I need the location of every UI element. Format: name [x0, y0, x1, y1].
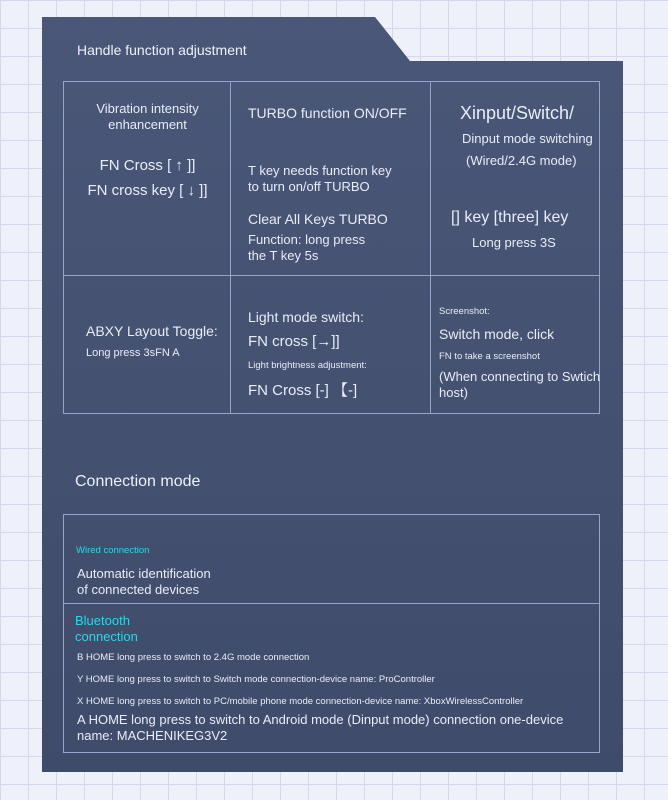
mode-key-combo: [] key [three] key	[451, 209, 569, 226]
bluetooth-connection-label: Bluetooth connection	[75, 613, 138, 644]
light-brightness-label: Light brightness adjustment:	[248, 360, 367, 371]
wired-connection-description: Automatic identification of connected devices	[77, 566, 211, 597]
screenshot-label: Screenshot:	[439, 306, 490, 317]
turbo-clear-all: Clear All Keys TURBO	[248, 211, 388, 227]
grid-divider	[230, 82, 231, 413]
mode-note: (Wired/2.4G mode)	[466, 153, 577, 168]
light-fn-cross-minus: FN Cross [-] 【-]	[248, 382, 358, 399]
mode-subheading: Dinput mode switching	[462, 131, 593, 146]
panel-title: Handle function adjustment	[77, 42, 247, 58]
bluetooth-a-home-line: A HOME long press to switch to Android mode (Dinput mode) connection one-device name: MACHENIKEG3V2	[77, 712, 564, 743]
abxy-heading: ABXY Layout Toggle:	[86, 323, 218, 339]
vibration-fn-cross-up: FN Cross [ ↑ ]]	[99, 157, 196, 174]
connection-divider	[64, 603, 599, 604]
turbo-function-note: Function: long press the T key 5s	[248, 232, 366, 263]
grid-divider	[430, 82, 431, 413]
abxy-subtext: Long press 3sFN A	[86, 347, 180, 359]
screenshot-fn-note: FN to take a screenshot	[439, 351, 540, 362]
turbo-description: T key needs function key to turn on/off TURBO	[248, 163, 392, 194]
bluetooth-b-home-line: B HOME long press to switch to 2.4G mode connection	[77, 652, 310, 663]
mode-heading: Xinput/Switch/	[460, 103, 575, 123]
vibration-fn-cross-down: FN cross key [ ↓ ]]	[87, 182, 208, 199]
bluetooth-y-home-line: Y HOME long press to switch to Switch mode connection-device name: ProController	[77, 674, 435, 685]
bluetooth-x-home-line: X HOME long press to switch to PC/mobile phone mode connection-device name: XboxWirelessController	[77, 696, 524, 707]
light-heading: Light mode switch:	[248, 309, 364, 325]
vibration-heading: Vibration intensity enhancement	[96, 101, 199, 132]
grid-divider	[64, 275, 599, 276]
screenshot-switch-mode: Switch mode, click	[439, 326, 555, 342]
wired-connection-label: Wired connection	[76, 545, 150, 556]
screenshot-host-note: (When connecting to Swtich host)	[439, 369, 601, 400]
mode-long-press: Long press 3S	[472, 235, 556, 250]
turbo-heading: TURBO function ON/OFF	[248, 105, 407, 121]
light-fn-cross: FN cross [→]]	[248, 333, 340, 350]
connection-title: Connection mode	[75, 473, 201, 490]
